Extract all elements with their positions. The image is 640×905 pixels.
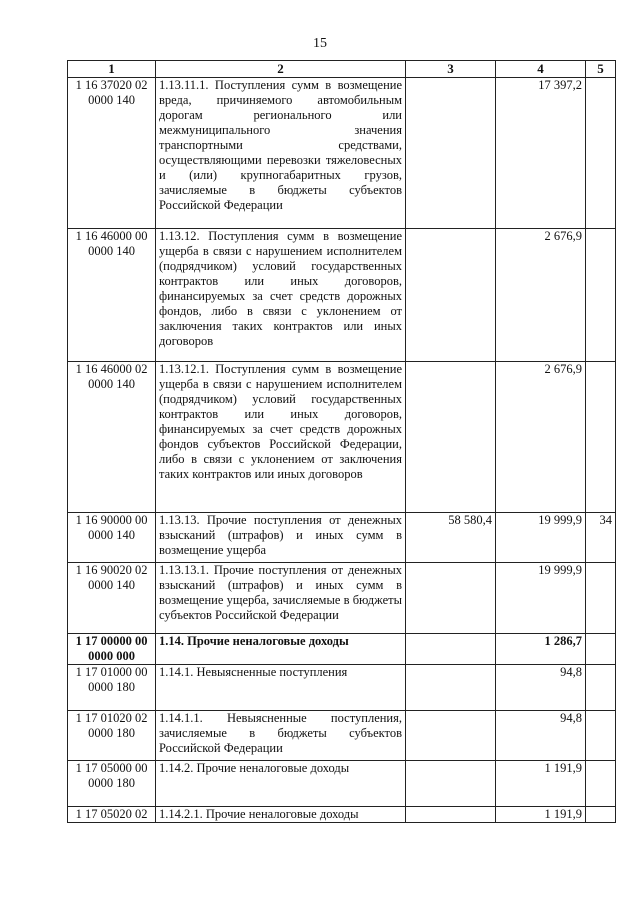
column-4-value: 2 676,9 xyxy=(496,362,586,513)
table-header-row xyxy=(68,61,616,78)
column-header: 3 xyxy=(406,61,496,78)
budget-code: 1 16 46000 00 xyxy=(75,229,148,243)
budget-code: 1 17 00000 00 xyxy=(75,634,148,648)
budget-code: 1 16 90020 02 xyxy=(75,563,148,577)
budget-code: 0000 140 xyxy=(88,93,135,107)
table-row xyxy=(68,807,616,823)
table-row xyxy=(68,362,616,513)
budget-code: 1 16 46000 02 xyxy=(75,362,148,376)
budget-code-cell xyxy=(68,634,156,665)
column-3-value xyxy=(406,563,496,634)
budget-code: 0000 000 xyxy=(88,649,135,663)
column-3-value xyxy=(406,665,496,711)
budget-code: 0000 140 xyxy=(88,377,135,391)
budget-code: 0000 140 xyxy=(88,528,135,542)
budget-code: 0000 140 xyxy=(88,244,135,258)
column-4-value: 94,8 xyxy=(496,711,586,761)
budget-code: 1 17 01000 00 xyxy=(75,665,148,679)
item-name-cell: 1.14.2.1. Прочие неналоговые доходы xyxy=(156,807,406,823)
column-4-value: 19 999,9 xyxy=(496,513,586,563)
budget-code-cell xyxy=(68,513,156,563)
item-name-cell: 1.13.11.1. Поступления сумм в возмещение вреда, причиняемого автомобильным дорогам регионального или межмуниципального значения транспортными средствами, осуществляющими перевозки тяжеловесных и (или) крупногабаритных грузов, зачисляемые в бюджеты субъектов Российской Федерации xyxy=(156,78,406,229)
column-5-value xyxy=(586,711,616,761)
table-row xyxy=(68,634,616,665)
budget-code: 1 16 37020 02 xyxy=(75,78,148,92)
budget-code-cell xyxy=(68,362,156,513)
table-row xyxy=(68,711,616,761)
column-4-value: 2 676,9 xyxy=(496,229,586,362)
column-5-value xyxy=(586,229,616,362)
column-4-value: 1 191,9 xyxy=(496,761,586,807)
column-header: 5 xyxy=(586,61,616,78)
budget-code-cell xyxy=(68,563,156,634)
item-name-cell: 1.13.13. Прочие поступления от денежных взысканий (штрафов) и иных сумм в возмещение ущерба xyxy=(156,513,406,563)
item-name-cell: 1.14. Прочие неналоговые доходы xyxy=(156,634,406,665)
budget-code: 1 17 01020 02 xyxy=(75,711,148,725)
budget-code-cell xyxy=(68,761,156,807)
table-row xyxy=(68,229,616,362)
table-row xyxy=(68,761,616,807)
column-4-value: 1 286,7 xyxy=(496,634,586,665)
budget-code: 0000 180 xyxy=(88,726,135,740)
column-5-value: 34 xyxy=(586,513,616,563)
budget-code: 1 17 05000 00 xyxy=(75,761,148,775)
item-name-cell: 1.13.12. Поступления сумм в возмещение ущерба в связи с нарушением исполнителем (подрядчиком) условий государственных контрактов или иных договоров, финансируемых за счет средств дорожных фондов, либо в связи с уклонением от заключения таких контрактов или иных договоров xyxy=(156,229,406,362)
budget-code: 0000 180 xyxy=(88,776,135,790)
item-name-cell: 1.14.2. Прочие неналоговые доходы xyxy=(156,761,406,807)
column-3-value xyxy=(406,362,496,513)
budget-code-cell xyxy=(68,711,156,761)
budget-code-cell xyxy=(68,78,156,229)
column-3-value xyxy=(406,634,496,665)
item-name-cell: 1.14.1.1. Невыясненные поступления, зачисляемые в бюджеты субъектов Российской Федерации xyxy=(156,711,406,761)
column-header: 4 xyxy=(496,61,586,78)
budget-code-cell xyxy=(68,807,156,823)
column-header: 1 xyxy=(68,61,156,78)
item-name-cell: 1.14.1. Невыясненные поступления xyxy=(156,665,406,711)
item-name-cell: 1.13.12.1. Поступления сумм в возмещение ущерба в связи с нарушением исполнителем (подрядчиком) условий государственных контрактов или иных договоров, финансируемых за счет средств дорожных фондов субъектов Российской Федерации, либо в связи с уклонением от заключения таких контрактов или иных договоров xyxy=(156,362,406,513)
column-5-value xyxy=(586,761,616,807)
column-4-value: 1 191,9 xyxy=(496,807,586,823)
column-5-value xyxy=(586,563,616,634)
item-name-cell: 1.13.13.1. Прочие поступления от денежных взысканий (штрафов) и иных сумм в возмещение ущерба, зачисляемые в бюджеты субъектов Российской Федерации xyxy=(156,563,406,634)
budget-code: 1 17 05020 02 xyxy=(75,807,148,821)
budget-code: 0000 140 xyxy=(88,578,135,592)
column-4-value: 19 999,9 xyxy=(496,563,586,634)
table-row xyxy=(68,563,616,634)
table-row xyxy=(68,665,616,711)
column-3-value: 58 580,4 xyxy=(406,513,496,563)
budget-table xyxy=(67,60,616,823)
column-3-value xyxy=(406,711,496,761)
column-5-value xyxy=(586,665,616,711)
column-5-value xyxy=(586,634,616,665)
column-3-value xyxy=(406,761,496,807)
column-4-value: 94,8 xyxy=(496,665,586,711)
page-number: 15 xyxy=(313,36,327,51)
column-5-value xyxy=(586,807,616,823)
column-4-value: 17 397,2 xyxy=(496,78,586,229)
column-5-value xyxy=(586,78,616,229)
column-3-value xyxy=(406,807,496,823)
column-header: 2 xyxy=(156,61,406,78)
table-row xyxy=(68,78,616,229)
column-3-value xyxy=(406,78,496,229)
budget-code-cell xyxy=(68,229,156,362)
table-row xyxy=(68,513,616,563)
column-5-value xyxy=(586,362,616,513)
column-3-value xyxy=(406,229,496,362)
budget-code: 1 16 90000 00 xyxy=(75,513,148,527)
budget-code: 0000 180 xyxy=(88,680,135,694)
budget-code-cell xyxy=(68,665,156,711)
